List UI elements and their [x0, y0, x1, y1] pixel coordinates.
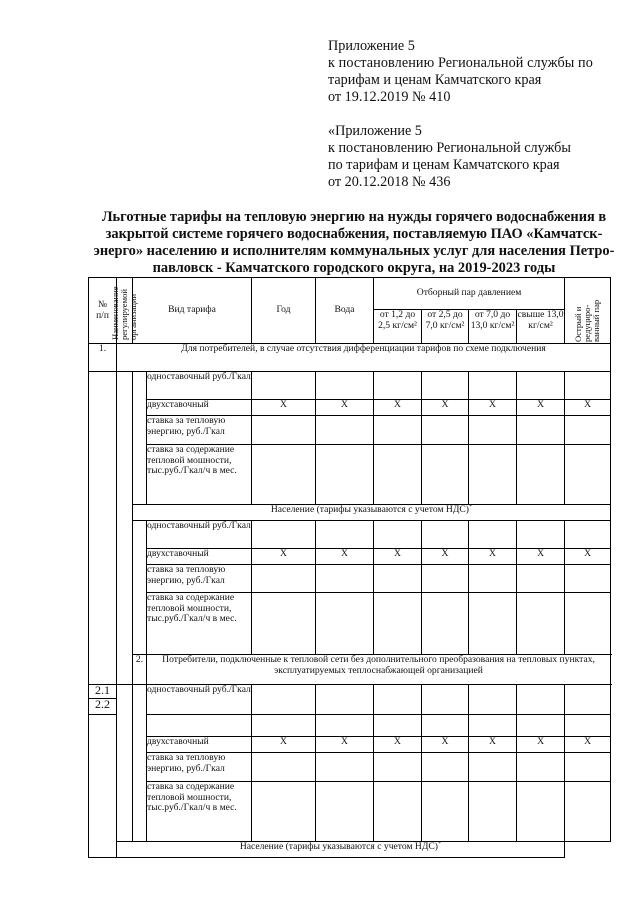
tariff-type-label: ставка за тепловую энергию, руб./Гкал — [147, 565, 252, 593]
subsection-number: 2.1 — [89, 685, 117, 699]
x-mark: Х — [517, 400, 565, 416]
x-mark: Х — [517, 737, 565, 753]
table-row — [89, 565, 611, 593]
cell-empty — [117, 372, 133, 685]
col-pressure-4: свыше 13,0 кг/см² — [517, 310, 565, 344]
table-row — [89, 372, 611, 400]
table-row — [89, 715, 611, 737]
tariff-type-label: ставка за содержание тепловой мошности, тыс.руб./Гкал/ч в мес. — [147, 782, 252, 842]
table-row — [89, 549, 611, 565]
header-line: к постановлению Региональной службы — [328, 140, 571, 156]
appendix-header-previous — [328, 123, 571, 191]
x-mark: Х — [374, 400, 422, 416]
x-mark: Х — [422, 549, 469, 565]
x-mark: Х — [469, 400, 517, 416]
x-mark: Х — [316, 549, 374, 565]
header-line: Приложение 5 — [328, 38, 415, 54]
section-title: Для потребителей, в случае отсутствия дифференциации тарифов по схеме подключения — [117, 344, 611, 372]
x-mark: Х — [252, 400, 316, 416]
section-number: 2. — [133, 655, 147, 685]
x-mark: Х — [422, 400, 469, 416]
col-org-header: Наименование регулируемой организации — [117, 278, 133, 344]
x-mark: Х — [252, 549, 316, 565]
col-year-header: Год — [252, 278, 316, 344]
population-row — [89, 842, 611, 858]
tariff-type-label: ставка за содержание тепловой мошности, тыс.руб./Гкал/ч в мес. — [147, 445, 252, 505]
col-sharp-steam-header: Острый и редуциро-ванный пар — [565, 278, 611, 344]
header-line: от 20.12.2018 № 436 — [328, 174, 451, 190]
table-row — [89, 685, 611, 699]
table-header-row — [89, 278, 611, 310]
table-row — [89, 782, 611, 842]
section-row — [89, 655, 611, 685]
cell-empty — [133, 685, 147, 842]
x-mark: Х — [469, 549, 517, 565]
x-mark: Х — [565, 737, 611, 753]
table-row — [89, 593, 611, 655]
x-mark: Х — [316, 400, 374, 416]
x-mark: Х — [316, 737, 374, 753]
table-row — [89, 521, 611, 549]
population-row — [89, 505, 611, 521]
col-num-header: № п/п — [89, 278, 117, 344]
title-line: закрытой системе горячего водоснабжения, поставляемую ПАО «Камчатск- — [105, 226, 603, 242]
cell-empty — [89, 372, 117, 685]
tariff-type-label: двухставочный — [147, 737, 252, 753]
tariff-type-label: одноставочный руб./Гкал — [147, 372, 252, 400]
tariff-type-label: ставка за содержание тепловой мошности, тыс.руб./Гкал/ч в мес. — [147, 593, 252, 655]
cell-empty — [133, 521, 147, 655]
tariff-type-label: ставка за тепловую энергию, руб./Гкал — [147, 416, 252, 445]
title-line: павловск - Камчатского городского округа, на 2019-2023 годы — [152, 260, 556, 276]
col-pressure-2: от 2,5 до 7,0 кг/см² — [422, 310, 469, 344]
col-pressure-3: от 7,0 до 13,0 кг/см² — [469, 310, 517, 344]
header-line: тарифам и ценам Камчатского края — [328, 72, 542, 88]
title-line: энерго» населению и исполнителям коммунальных услуг для населения Петро- — [93, 243, 615, 259]
subsection-number: 2.2 — [89, 699, 117, 715]
tariff-table — [88, 277, 611, 858]
tariff-type-label: двухставочный — [147, 400, 252, 416]
table-row — [89, 737, 611, 753]
title-line: Льготные тарифы на тепловую энергию на нужды горячего водоснабжения в — [101, 209, 607, 225]
table-row — [89, 753, 611, 782]
appendix-header-current — [328, 38, 593, 106]
header-line: от 19.12.2019 № 410 — [328, 89, 451, 105]
table-row — [89, 445, 611, 505]
population-label: Население (тарифы указываются с учетом НДС)* — [117, 842, 565, 858]
header-line: к постановлению Региональной службы по — [328, 55, 593, 71]
cell-empty — [133, 372, 147, 505]
x-mark: Х — [565, 400, 611, 416]
section-number: 1. — [89, 344, 117, 372]
x-mark: Х — [517, 549, 565, 565]
table-row — [89, 400, 611, 416]
section-row — [89, 344, 611, 372]
section-title: Потребители, подключенные к тепловой сети без дополнительного преобразования на тепловых пунктах, эксплуатируемых теплоснабжающей организацией — [147, 655, 611, 685]
col-pressure-1: от 1,2 до 2,5 кг/см² — [374, 310, 422, 344]
table-row — [89, 416, 611, 445]
tariff-type-label: одноставочный руб./Гкал — [147, 685, 252, 715]
x-mark: Х — [469, 737, 517, 753]
x-mark: Х — [374, 737, 422, 753]
cell-empty — [117, 685, 133, 842]
x-mark: Х — [422, 737, 469, 753]
x-mark: Х — [252, 737, 316, 753]
x-mark: Х — [565, 549, 611, 565]
x-mark: Х — [374, 549, 422, 565]
document-title — [88, 209, 620, 277]
tariff-type-label: одноставочный руб./Гкал — [147, 521, 252, 549]
cell-empty — [89, 715, 117, 858]
population-label: Население (тарифы указываются с учетом НДС)* — [133, 505, 611, 521]
tariff-type-label: двухставочный — [147, 549, 252, 565]
tariff-type-label — [147, 715, 252, 737]
tariff-type-label: ставка за тепловую энергию, руб./Гкал — [147, 753, 252, 782]
col-water-header: Вода — [316, 278, 374, 344]
col-steam-header: Отборный пар давлением — [374, 278, 565, 310]
col-type-header: Вид тарифа — [133, 278, 252, 344]
header-line: «Приложение 5 — [328, 123, 422, 139]
header-line: по тарифам и ценам Камчатского края — [328, 157, 560, 173]
